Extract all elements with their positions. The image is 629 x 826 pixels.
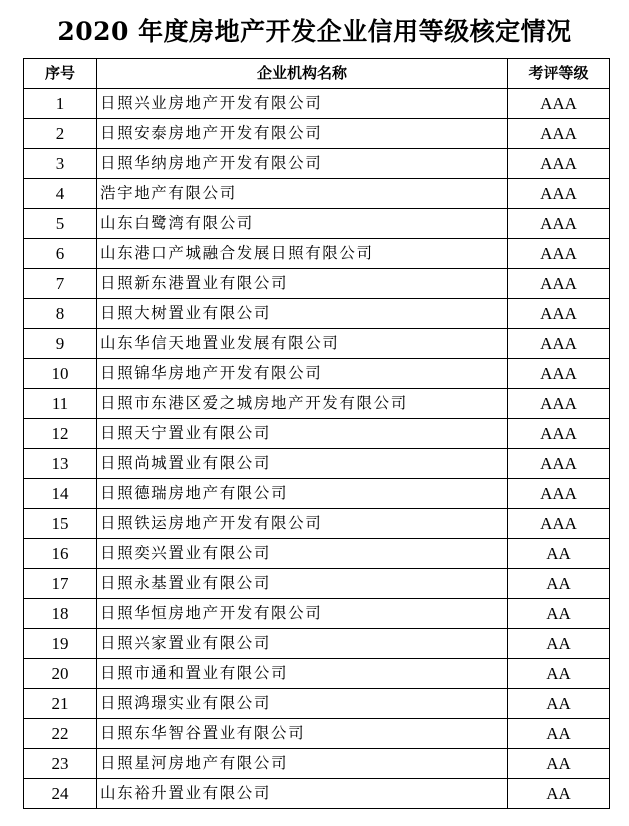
- company-name-cell: 山东裕升置业有限公司: [97, 779, 508, 809]
- company-name-cell: 山东华信天地置业发展有限公司: [97, 329, 508, 359]
- serial-number-cell: 16: [24, 539, 97, 569]
- rating-grade-cell: AAA: [508, 299, 610, 329]
- table-row: [24, 329, 610, 359]
- table-row: [24, 89, 610, 119]
- rating-grade-cell: AAA: [508, 329, 610, 359]
- company-name-cell: 日照铁运房地产开发有限公司: [97, 509, 508, 539]
- company-name-cell: 日照兴业房地产开发有限公司: [97, 89, 508, 119]
- rating-grade-cell: AAA: [508, 209, 610, 239]
- serial-number-cell: 19: [24, 629, 97, 659]
- table-header-row: [24, 59, 610, 89]
- serial-number-cell: 12: [24, 419, 97, 449]
- header-company-name: 企业机构名称: [97, 59, 508, 89]
- company-name-cell: 日照天宁置业有限公司: [97, 419, 508, 449]
- table-row: [24, 749, 610, 779]
- rating-grade-cell: AA: [508, 719, 610, 749]
- rating-grade-cell: AAA: [508, 119, 610, 149]
- serial-number-cell: 5: [24, 209, 97, 239]
- table-row: [24, 119, 610, 149]
- company-name-cell: 日照德瑞房地产有限公司: [97, 479, 508, 509]
- serial-number-cell: 4: [24, 179, 97, 209]
- rating-grade-cell: AA: [508, 689, 610, 719]
- serial-number-cell: 13: [24, 449, 97, 479]
- serial-number-cell: 3: [24, 149, 97, 179]
- table-row: [24, 689, 610, 719]
- table-row: [24, 359, 610, 389]
- table-row: [24, 179, 610, 209]
- table-row: [24, 299, 610, 329]
- rating-grade-cell: AAA: [508, 359, 610, 389]
- table-row: [24, 269, 610, 299]
- page-title: 2020 年度房地产开发企业信用等级核定情况: [57, 17, 572, 46]
- company-name-cell: 日照华纳房地产开发有限公司: [97, 149, 508, 179]
- credit-rating-table: [23, 58, 610, 809]
- table-row: [24, 659, 610, 689]
- table-body: [24, 89, 610, 809]
- rating-grade-cell: AA: [508, 629, 610, 659]
- table-row: [24, 569, 610, 599]
- company-name-cell: 日照华恒房地产开发有限公司: [97, 599, 508, 629]
- serial-number-cell: 11: [24, 389, 97, 419]
- company-name-cell: 日照兴家置业有限公司: [97, 629, 508, 659]
- company-name-cell: 山东白鹭湾有限公司: [97, 209, 508, 239]
- rating-grade-cell: AAA: [508, 269, 610, 299]
- serial-number-cell: 20: [24, 659, 97, 689]
- table-row: [24, 149, 610, 179]
- serial-number-cell: 24: [24, 779, 97, 809]
- company-name-cell: 日照奕兴置业有限公司: [97, 539, 508, 569]
- serial-number-cell: 17: [24, 569, 97, 599]
- company-name-cell: 浩宇地产有限公司: [97, 179, 508, 209]
- company-name-cell: 日照市通和置业有限公司: [97, 659, 508, 689]
- company-name-cell: 日照鸿璟实业有限公司: [97, 689, 508, 719]
- header-serial-number: 序号: [24, 59, 97, 89]
- company-name-cell: 日照新东港置业有限公司: [97, 269, 508, 299]
- rating-grade-cell: AA: [508, 539, 610, 569]
- serial-number-cell: 6: [24, 239, 97, 269]
- company-name-cell: 日照安泰房地产开发有限公司: [97, 119, 508, 149]
- rating-grade-cell: AAA: [508, 239, 610, 269]
- rating-grade-cell: AAA: [508, 479, 610, 509]
- rating-grade-cell: AA: [508, 749, 610, 779]
- rating-grade-cell: AAA: [508, 179, 610, 209]
- company-name-cell: 日照市东港区爱之城房地产开发有限公司: [97, 389, 508, 419]
- rating-grade-cell: AA: [508, 779, 610, 809]
- company-name-cell: 山东港口产城融合发展日照有限公司: [97, 239, 508, 269]
- company-name-cell: 日照永基置业有限公司: [97, 569, 508, 599]
- serial-number-cell: 15: [24, 509, 97, 539]
- table-row: [24, 509, 610, 539]
- rating-grade-cell: AAA: [508, 419, 610, 449]
- rating-grade-cell: AAA: [508, 449, 610, 479]
- company-name-cell: 日照锦华房地产开发有限公司: [97, 359, 508, 389]
- company-name-cell: 日照尚城置业有限公司: [97, 449, 508, 479]
- rating-grade-cell: AA: [508, 659, 610, 689]
- rating-grade-cell: AA: [508, 569, 610, 599]
- table-row: [24, 239, 610, 269]
- header-rating-grade: 考评等级: [508, 59, 610, 89]
- rating-grade-cell: AAA: [508, 509, 610, 539]
- rating-grade-cell: AA: [508, 599, 610, 629]
- serial-number-cell: 2: [24, 119, 97, 149]
- serial-number-cell: 10: [24, 359, 97, 389]
- table-row: [24, 419, 610, 449]
- table-row: [24, 599, 610, 629]
- company-name-cell: 日照大树置业有限公司: [97, 299, 508, 329]
- company-name-cell: 日照星河房地产有限公司: [97, 749, 508, 779]
- serial-number-cell: 18: [24, 599, 97, 629]
- table-row: [24, 779, 610, 809]
- rating-grade-cell: AAA: [508, 149, 610, 179]
- serial-number-cell: 1: [24, 89, 97, 119]
- serial-number-cell: 22: [24, 719, 97, 749]
- company-name-cell: 日照东华智谷置业有限公司: [97, 719, 508, 749]
- table-row: [24, 629, 610, 659]
- table-row: [24, 719, 610, 749]
- table-row: [24, 479, 610, 509]
- rating-grade-cell: AAA: [508, 89, 610, 119]
- rating-grade-cell: AAA: [508, 389, 610, 419]
- serial-number-cell: 21: [24, 689, 97, 719]
- serial-number-cell: 8: [24, 299, 97, 329]
- table-row: [24, 209, 610, 239]
- serial-number-cell: 7: [24, 269, 97, 299]
- serial-number-cell: 9: [24, 329, 97, 359]
- table-row: [24, 539, 610, 569]
- table-row: [24, 389, 610, 419]
- table-row: [24, 449, 610, 479]
- serial-number-cell: 14: [24, 479, 97, 509]
- serial-number-cell: 23: [24, 749, 97, 779]
